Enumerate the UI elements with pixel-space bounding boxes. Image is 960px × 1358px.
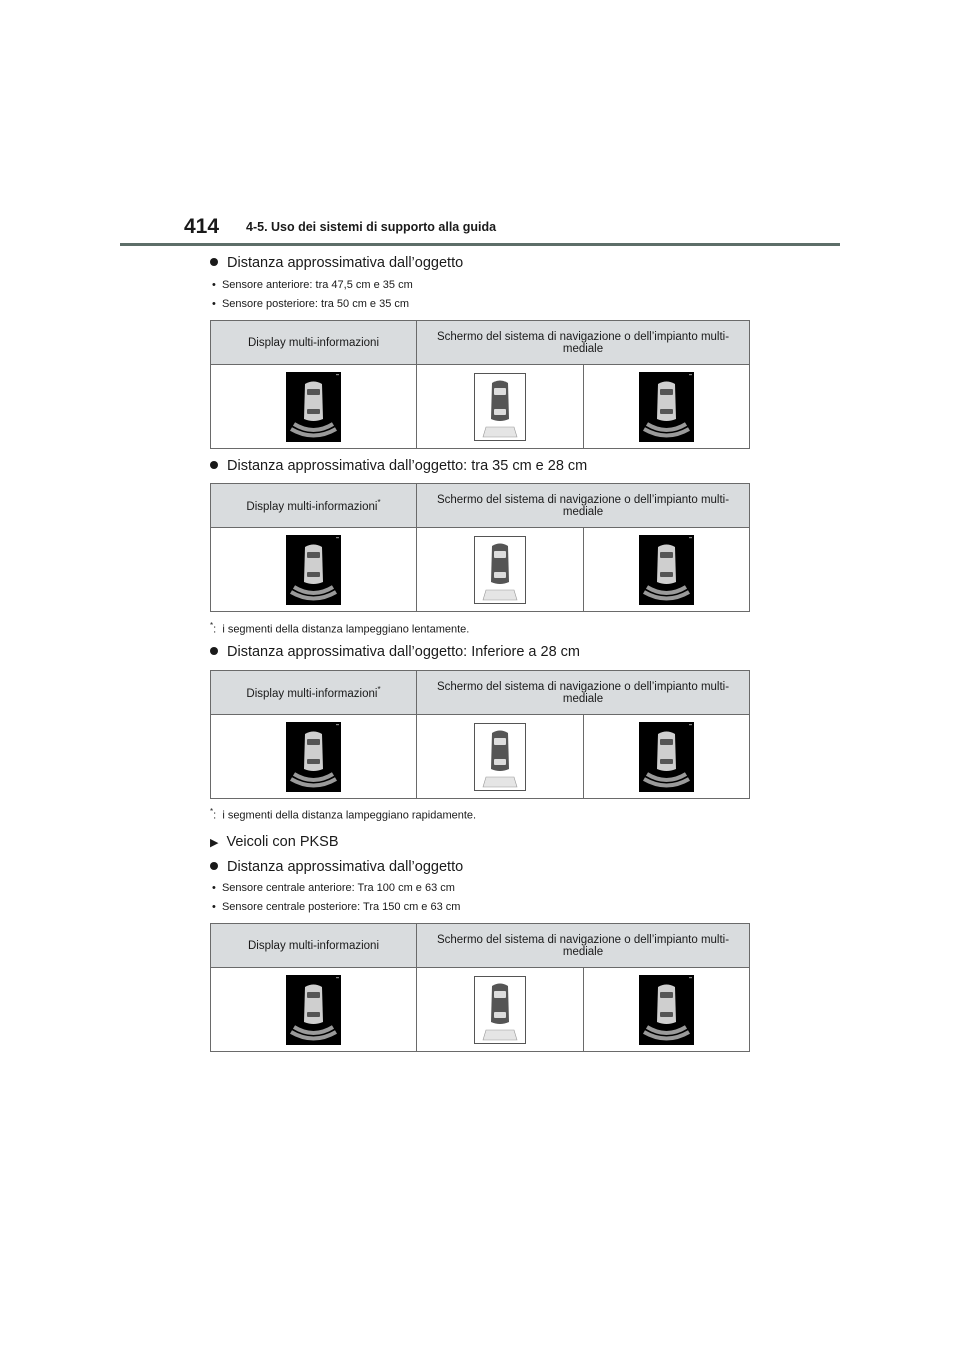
car-sensor-icon [286, 975, 341, 1045]
section-4-line-2: • Sensore centrale posteriore: Tra 150 cm e 63 cm [212, 901, 461, 913]
section-title: 4-5. Uso dei sistemi di supporto alla guida [246, 220, 497, 234]
car-sensor-icon [286, 722, 341, 792]
section-4-line-1: • Sensore centrale anteriore: Tra 100 cm e 63 cm [212, 882, 455, 894]
car-sensor-icon [286, 372, 341, 442]
header-mid: Display multi-informazioni [211, 924, 417, 968]
nav-display-image-dark [584, 715, 750, 799]
section-4-heading: Distanza approssimativa dall’oggetto [210, 859, 463, 875]
display-table-3 [210, 670, 750, 799]
car-sensor-icon [639, 372, 694, 442]
section-1-line-1: • Sensore anteriore: tra 47,5 cm e 35 cm [212, 279, 413, 291]
mid-display-image [211, 968, 417, 1052]
car-sensor-icon [474, 536, 526, 604]
car-sensor-icon [639, 535, 694, 605]
bullet-dot-icon [210, 258, 218, 266]
header-mid: Display multi-informazioni* [211, 671, 417, 715]
display-table-4 [210, 923, 750, 1052]
section-1-line-2: • Sensore posteriore: tra 50 cm e 35 cm [212, 298, 410, 310]
car-sensor-icon [286, 535, 341, 605]
section-3-heading: Distanza approssimativa dall’oggetto: Inferiore a 28 cm [210, 644, 580, 660]
car-sensor-icon [474, 723, 526, 791]
car-sensor-icon [474, 373, 526, 441]
header-nav: Schermo del sistema di navigazione o dell’impianto multi-mediale [417, 321, 750, 365]
header-nav: Schermo del sistema di navigazione o dell’impianto multi-mediale [417, 484, 750, 528]
nav-display-image-light [417, 528, 584, 612]
header-mid: Display multi-informazioni [211, 321, 417, 365]
mid-display-image [211, 365, 417, 449]
mid-display-image [211, 715, 417, 799]
mid-display-image [211, 528, 417, 612]
page-number: 414 [184, 215, 220, 238]
section-4-subheading: ▶ Veicoli con PKSB [210, 834, 339, 850]
bullet-dot-icon [210, 461, 218, 469]
nav-display-image-light [417, 715, 584, 799]
bullet-dot-icon [210, 862, 218, 870]
display-table-2 [210, 483, 750, 612]
nav-display-image-dark [584, 968, 750, 1052]
car-sensor-icon [639, 975, 694, 1045]
header-nav: Schermo del sistema di navigazione o dell’impianto multi-mediale [417, 671, 750, 715]
nav-display-image-dark [584, 528, 750, 612]
triangle-bullet-icon: ▶ [210, 837, 219, 849]
section-2-heading: Distanza approssimativa dall’oggetto: tra 35 cm e 28 cm [210, 458, 587, 474]
display-table-1 [210, 320, 750, 449]
header-mid: Display multi-informazioni* [211, 484, 417, 528]
section-1-heading: Distanza approssimativa dall’oggetto [210, 255, 463, 271]
bullet-dot-icon [210, 647, 218, 655]
nav-display-image-light [417, 968, 584, 1052]
car-sensor-icon [639, 722, 694, 792]
nav-display-image-dark [584, 365, 750, 449]
section-3-note: *: i segmenti della distanza lampeggiano rapidamente. [210, 807, 477, 822]
section-2-note: *: i segmenti della distanza lampeggiano lentamente. [210, 621, 470, 636]
nav-display-image-light [417, 365, 584, 449]
car-sensor-icon [474, 976, 526, 1044]
header-rule [120, 243, 840, 246]
header-nav: Schermo del sistema di navigazione o dell’impianto multi-mediale [417, 924, 750, 968]
